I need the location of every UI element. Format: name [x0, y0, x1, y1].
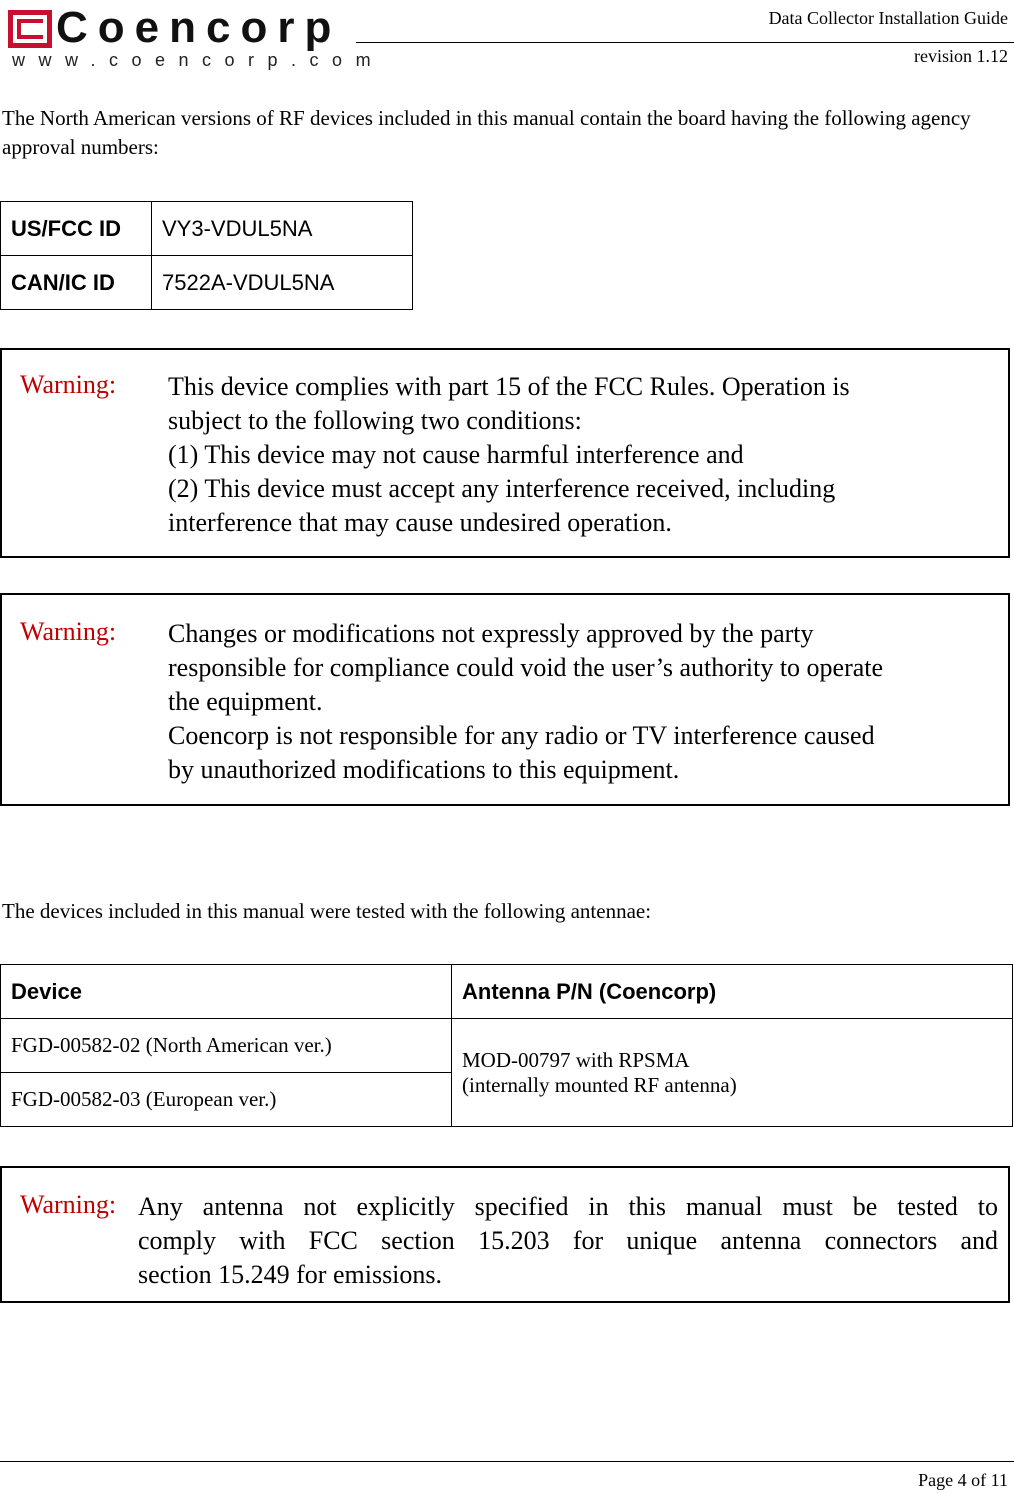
warning-line: responsible for compliance could void the user’s authority to operate: [168, 653, 884, 682]
page-number: Page 4 of 11: [918, 1470, 1008, 1490]
footer-divider: [0, 1461, 1014, 1462]
device-cell: FGD-00582-03 (European ver.): [1, 1073, 452, 1127]
table-row: [1, 1019, 1013, 1073]
antenna-table: [0, 964, 1013, 1127]
device-cell: FGD-00582-02 (North American ver.): [1, 1019, 452, 1073]
logo-url: www.coencorp.com: [12, 50, 385, 70]
ic-id-label: CAN/IC ID: [1, 256, 152, 310]
warning-text: [168, 370, 850, 540]
antenna-description: (internally mounted RF antenna): [462, 1072, 737, 1097]
fcc-id-label: US/FCC ID: [1, 202, 152, 256]
warning-line: Any antenna not explicitly specified in this manual must be tested to: [138, 1192, 998, 1221]
company-logo: [4, 3, 385, 70]
warning-line: (1) This device may not cause harmful interference and: [168, 440, 744, 469]
warning-text: [168, 617, 883, 787]
warning-line: (2) This device must accept any interference received, including: [168, 474, 836, 503]
antenna-warning: [0, 1166, 1010, 1303]
antenna-cell: [452, 1019, 1013, 1127]
logo-wordmark: Coencorp: [56, 3, 342, 52]
warning-line: Changes or modifications not expressly approved by the party: [168, 619, 814, 648]
warning-line: comply with FCC section 15.203 for unique antenna connectors and: [138, 1226, 998, 1255]
warning-line: by unauthorized modifications to this equipment.: [168, 755, 680, 784]
intro-paragraph: The North American versions of RF devices included in this manual contain the board having the following agency approval numbers:: [2, 106, 971, 159]
column-header-antenna: Antenna P/N (Coencorp): [452, 965, 1013, 1019]
revision-label: revision 1.12: [914, 46, 1008, 66]
modification-warning: [0, 593, 1010, 806]
document-title: Data Collector Installation Guide: [768, 8, 1008, 28]
warning-label: Warning:: [20, 617, 117, 646]
warning-line: Coencorp is not responsible for any radio or TV interference caused: [168, 721, 875, 750]
table-header-row: [1, 965, 1013, 1019]
ic-id-value: 7522A-VDUL5NA: [152, 256, 413, 310]
antenna-part-number: MOD-00797 with RPSMA: [462, 1047, 690, 1072]
approval-id-table: [0, 201, 413, 310]
warning-label: Warning:: [20, 1190, 117, 1219]
warning-line: subject to the following two conditions:: [168, 406, 582, 435]
table-row: [1, 256, 413, 310]
warning-text: [138, 1190, 998, 1292]
fcc-compliance-warning: [0, 348, 1010, 558]
table-row: [1, 202, 413, 256]
column-header-device: Device: [1, 965, 452, 1019]
warning-line: the equipment.: [168, 687, 323, 716]
header-divider: [356, 42, 1014, 43]
coencorp-logo-icon: [8, 10, 52, 48]
warning-label: Warning:: [20, 370, 117, 399]
warning-line: This device complies with part 15 of the FCC Rules. Operation is: [168, 372, 850, 401]
antenna-intro: The devices included in this manual were tested with the following antennae:: [2, 899, 652, 923]
fcc-id-value: VY3-VDUL5NA: [152, 202, 413, 256]
warning-line: interference that may cause undesired operation.: [168, 508, 672, 537]
warning-line: section 15.249 for emissions.: [138, 1260, 443, 1289]
